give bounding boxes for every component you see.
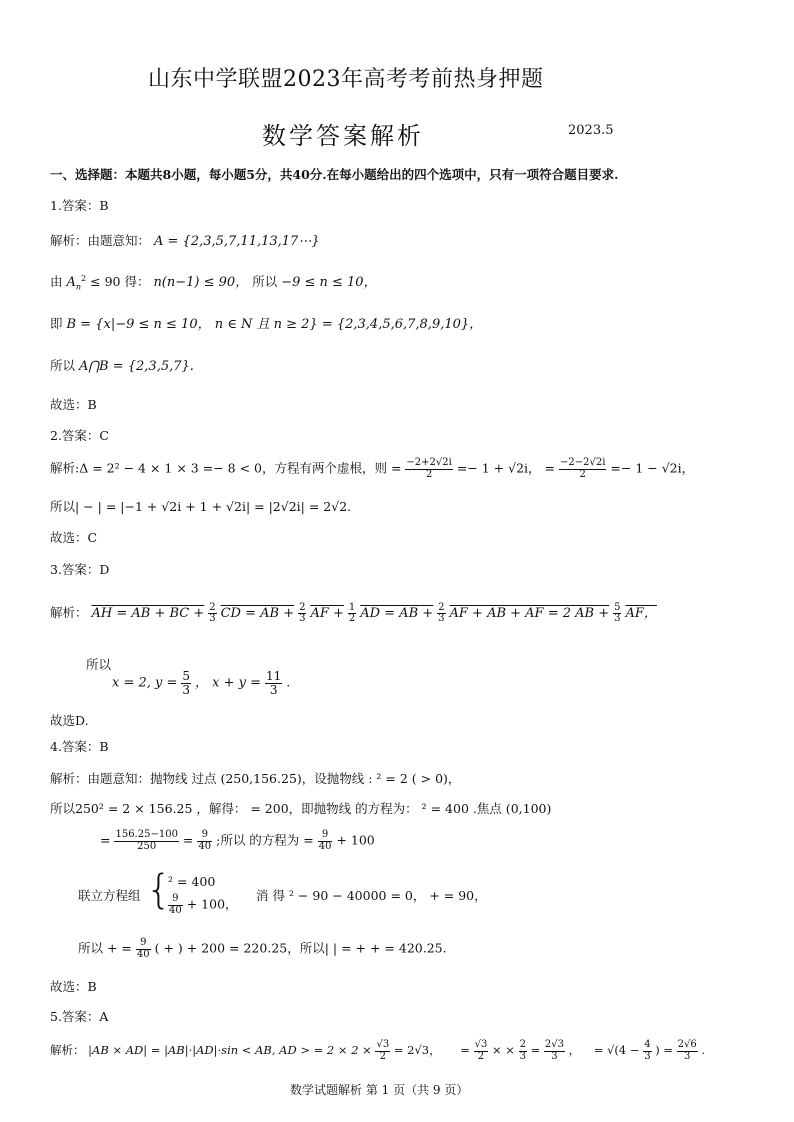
q4-line2: 所以250² = 2 × 156.25 ，解得： = 200，即抛物线 的方程为： ² = 400 .焦点 (0,100) [50,801,552,816]
q4-line1: 解析：由题意知：抛物线 过点 (250,156.25)，设抛物线 : ² = 2 ( > 0)， [50,771,461,786]
q2-eq2: = [544,460,556,476]
q5-eq: = [460,1043,470,1057]
q3-line1 [50,602,657,625]
q2-line1 [50,458,694,480]
q2-frac2-num: −2−2√2i [560,457,606,468]
q5-frac1-num: √3 [376,1039,390,1050]
q1-line1 [50,231,320,249]
q3-v5: AF + AB + AF = 2 AB + [449,606,610,621]
paper-title: 山东中学联盟2023年高考考前热身押题 [148,67,544,92]
q3-frac5-num: 5 [614,601,621,613]
q1-line2 [50,271,377,292]
q3-v6: AF， [625,606,657,621]
q1-line2-sub: n [75,282,82,292]
q3-answer: 3.答案：D [50,562,110,577]
q1-set-b: B = {x|−9 ≤ n ≤ 10， n ∈ N 且 n ≥ 2} = {2,3,4,5,6,7,8,9,10}， [66,317,483,332]
q3-frac3-num: 1 [348,601,356,613]
q4-line3 [100,830,375,852]
q1-line2-by: 由 [50,274,63,289]
q2-frac2 [559,458,606,480]
q5-period: . [701,1043,706,1057]
q3-line3 [112,670,290,696]
q3-end: 故选D. [50,713,89,728]
q4-answer: 4.答案：B [50,739,109,754]
paper-subtitle: 数学答案解析 [262,122,424,150]
q3-frac1 [208,603,216,625]
q5-comma: ， [568,1043,581,1057]
q3-frac7-num: 11 [266,669,282,683]
paper-date: 2023.5 [568,123,614,138]
q3-frac2 [298,603,306,625]
q5-frac3-den: 3 [519,1050,526,1062]
q3-frac7-den: 3 [269,682,278,697]
q3-xy: x = 2, y = [112,675,178,691]
q5-frac2 [474,1040,489,1062]
q2-end: 故选：C [50,530,98,545]
q5-frac3-num: 2 [519,1039,526,1050]
q3-v1: AH = AB + BC + [91,606,205,621]
q4-line5-b: ( + ) + 200 = 220.25，所以| | = + + = 420.25. [154,940,447,956]
q1-line4 [50,356,194,374]
q5-frac2-num: √3 [474,1039,488,1050]
q3-frac5-den: 3 [614,613,621,624]
q1-set-a: A = {2,3,5,7,11,13,17⋯} [154,234,320,249]
q5-frac1 [375,1040,390,1062]
q5-frac2-den: 2 [477,1050,485,1062]
q4-frac4-num: 9 [168,894,183,906]
q1-line3 [50,313,482,332]
q4-frac3-den: 40 [318,840,332,852]
q5-frac1-den: 2 [379,1050,387,1062]
q4-end: 故选：B [50,979,97,994]
q5-cross: |AB × AD| = |AB|·|AD|·sin < AB, AD > = 2 × 2 × [88,1043,372,1057]
q2-line2: 所以| − | = |−1 + √2i + 1 + √2i| = |2√2i| = 2√2. [50,499,352,514]
q4-frac1-den: 250 [137,840,157,852]
q3-frac1-num: 2 [209,601,216,613]
q2-delta: 解析:Δ = 2² − 4 × 1 × 3 =− 8 < 0，方程有两个虚根，则 [50,460,387,476]
q4-frac4 [168,894,183,916]
q3-frac6-num: 5 [182,669,191,683]
q4-eq-b: = [182,832,194,848]
q1-line2-le: ≤ 90 得： [90,274,150,289]
q5-frac3 [519,1040,527,1062]
q5-frac6-den: 3 [684,1050,691,1062]
q4-frac4-den: 40 [169,904,182,916]
q4-frac5 [136,938,151,960]
q2-frac2-den: 2 [579,468,586,480]
q3-frac6-den: 3 [182,682,191,697]
q3-v4: AD = AB + [360,606,434,621]
q5-times: × × [491,1043,515,1057]
q3-frac3-den: 2 [348,613,356,624]
q3-frac3 [348,603,356,625]
q1-line2-perm: A [66,275,76,290]
q1-line4-so: 所以 [50,358,76,373]
q4-frac2-den: 40 [198,840,212,852]
q5-frac4-den: 3 [551,1050,558,1062]
q3-frac4 [437,603,445,625]
q4-frac3-num: 9 [318,830,333,842]
q4-sys-row2-rest: + 100， [186,896,238,912]
q3-frac4-den: 3 [438,613,445,624]
q4-sys-row2 [168,894,238,916]
q5-area: = 2√3， [393,1043,441,1057]
q3-v3: AF + [310,606,344,621]
q1-intersection: A⋂B = {2,3,5,7}. [79,359,194,374]
q4-frac1 [114,830,178,852]
q5-answer: 5.答案：A [50,1009,109,1024]
q4-eq-a: = [100,832,111,848]
q1-end: 故选：B [50,397,97,412]
q4-eq-c: ;所以 的方程为 = [216,832,314,848]
q3-sum: ， x + y = [195,675,262,691]
q2-frac1-den: 2 [425,468,433,480]
q4-frac3 [318,830,333,852]
q5-frac6 [677,1040,698,1062]
q2-root2: =− 1 − √2i， [610,460,695,476]
q5-line1 [50,1040,705,1062]
q3-so: 所以 [86,657,112,672]
q5-label: 解析： [50,1043,85,1057]
q5-frac6-num: 2√6 [677,1039,697,1050]
q2-root1: =− 1 + √2i， [456,460,541,476]
q4-line4: 消 得 ² − 90 − 40000 = 0， + = 90， [256,888,487,903]
q1-answer: 1.答案：B [50,198,109,213]
q5-frac5-den: 3 [644,1050,651,1062]
q4-frac2-num: 9 [197,830,212,842]
q2-answer: 2.答案：C [50,428,109,443]
q1-line2-sup: 2 [81,273,87,283]
q4-line5-a: 所以 + = [78,940,132,956]
q4-line5 [78,938,447,960]
q3-frac1-den: 3 [209,613,216,624]
q1-line2-ineq: n(n−1) ≤ 90， [153,275,249,290]
q4-frac5-den: 40 [136,948,150,960]
q4-sys-row1: ² = 400 [168,874,216,889]
q1-line3-ie: 即 [50,316,63,331]
q3-frac2-num: 2 [299,601,306,613]
section-heading: 一、选择题：本题共8小题，每小题5分，共40分.在每小题给出的四个选项中，只有一项符合题目要求. [50,167,619,182]
q5-frac5-num: 4 [644,1039,651,1050]
q5-frac4 [544,1040,565,1062]
q3-label: 解析： [50,605,88,620]
q1-line2-so: 所以 [252,274,278,289]
q5-eq2: = [530,1043,541,1057]
q4-frac2 [197,830,212,852]
q4-frac5-num: 9 [136,938,151,950]
q5-frac4-num: 2√3 [544,1039,564,1050]
q2-frac1-num: −2+2√2i [406,457,452,468]
q3-dot: . [286,674,291,690]
q3-frac4-num: 2 [438,601,445,613]
page-footer: 数学试题解析 第 1 页（共 9 页） [290,1083,469,1097]
q1-line1-text: 解析：由题意知： [50,233,151,248]
system-brace-icon: { [146,867,172,913]
q3-frac6 [181,670,191,696]
q3-frac2-den: 3 [299,613,306,624]
q3-frac7 [265,670,282,696]
q5-sqrt-end: ) = [655,1043,673,1057]
q3-frac5 [613,603,621,625]
q5-frac5 [643,1040,651,1062]
q4-eq-d: + 100 [336,832,375,848]
q4-sys-label: 联立方程组 [78,888,141,903]
q5-sqrt: = √(4 − [593,1043,640,1057]
q2-frac1 [405,458,452,480]
q3-v2: CD = AB + [220,606,295,621]
q2-eq1: = [390,460,402,476]
q1-line2-range: −9 ≤ n ≤ 10， [281,275,377,290]
q4-frac1-num: 156.25−100 [115,829,178,840]
